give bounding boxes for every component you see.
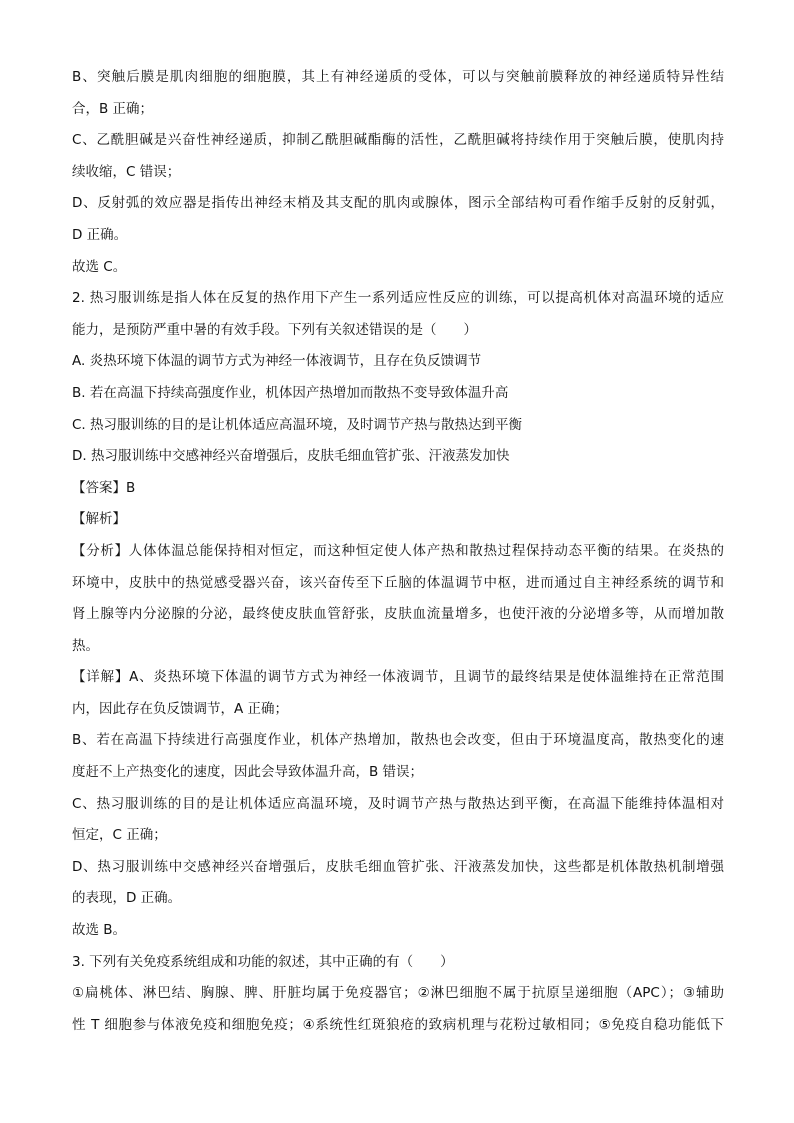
text-line: 恒定，C 正确； [72,827,167,844]
text-line: 【解析】 [72,511,126,528]
text-line: 3. 下列有关免疫系统组成和功能的叙述，其中正确的有（ ） [72,953,454,970]
text-line: 【分析】人体体温总能保持相对恒定，而这种恒定使人体产热和散热过程保持动态平衡的结果。在炎热的 [72,542,724,559]
text-line: C、乙酰胆碱是兴奋性神经递质，抑制乙酰胆碱酯酶的活性，乙酰胆碱将持续作用于突触后膜，使肌肉持 [72,132,724,149]
text-line: 2. 热习服训练是指人体在反复的热作用下产生一系列适应性反应的训练，可以提高机体对高温环境的适应 [72,290,724,307]
text-line: D 正确。 [72,226,128,243]
text-line: 【答案】B [72,479,136,496]
text-line: 故选 C。 [72,258,127,275]
text-line: 续收缩，C 错误； [72,163,181,180]
text-line: 性 T 细胞参与体液免疫和细胞免疫；④系统性红斑狼疮的致病机理与花粉过敏相同；⑤免疫自稳功能低下 [72,1016,724,1033]
text-line: 【详解】A、炎热环境下体温的调节方式为神经一体液调节，且调节的最终结果是使体温维持在正常范围 [72,669,724,686]
text-line: 的表现，D 正确。 [72,890,182,907]
text-line: C. 热习服训练的目的是让机体适应高温环境，及时调节产热与散热达到平衡 [72,416,523,433]
document-page [72,62,724,1041]
text-line: 能力，是预防严重中暑的有效手段。下列有关叙述错误的是（ ） [72,321,477,338]
text-line: C、热习服训练的目的是让机体适应高温环境，及时调节产热与散热达到平衡，在高温下能维持体温相对 [72,795,724,812]
text-line: 合，B 正确； [72,100,154,117]
text-line: 内，因此存在负反馈调节，A 正确； [72,700,289,717]
text-line: ①扁桃体、淋巴结、胸腺、脾、肝脏均属于免疫器官；②淋巴细胞不属于抗原呈递细胞（APC）；③辅助 [72,985,724,1002]
text-line: B、若在高温下持续进行高强度作业，机体产热增加，散热也会改变，但由于环境温度高，散热变化的速 [72,732,724,749]
text-line: 故选 B。 [72,922,127,939]
text-line: 环境中，皮肤中的热觉感受器兴奋，该兴奋传至下丘脑的体温调节中枢，进而通过自主神经系统的调节和 [72,574,724,591]
text-line: 热。 [72,637,99,654]
text-line: B. 若在高温下持续高强度作业，机体因产热增加而散热不变导致体温升高 [72,384,509,401]
text-line: D. 热习服训练中交感神经兴奋增强后，皮肤毛细血管扩张、汗液蒸发加快 [72,448,510,465]
text-line: 度赶不上产热变化的速度，因此会导致体温升高，B 错误； [72,764,424,781]
text-line: A. 炎热环境下体温的调节方式为神经一体液调节，且存在负反馈调节 [72,353,482,370]
text-line: 肾上腺等内分泌腺的分泌，最终使皮肤血管舒张，皮肤血流量增多，也使汗液的分泌增多等，从而增加散 [72,606,724,623]
text-line: D、反射弧的效应器是指传出神经末梢及其支配的肌肉或腺体，图示全部结构可看作缩手反射的反射弧， [72,195,724,212]
text-line: D、热习服训练中交感神经兴奋增强后，皮肤毛细血管扩张、汗液蒸发加快，这些都是机体散热机制增强 [72,858,724,875]
text-line: B、突触后膜是肌肉细胞的细胞膜，其上有神经递质的受体，可以与突触前膜释放的神经递质特异性结 [72,69,724,85]
